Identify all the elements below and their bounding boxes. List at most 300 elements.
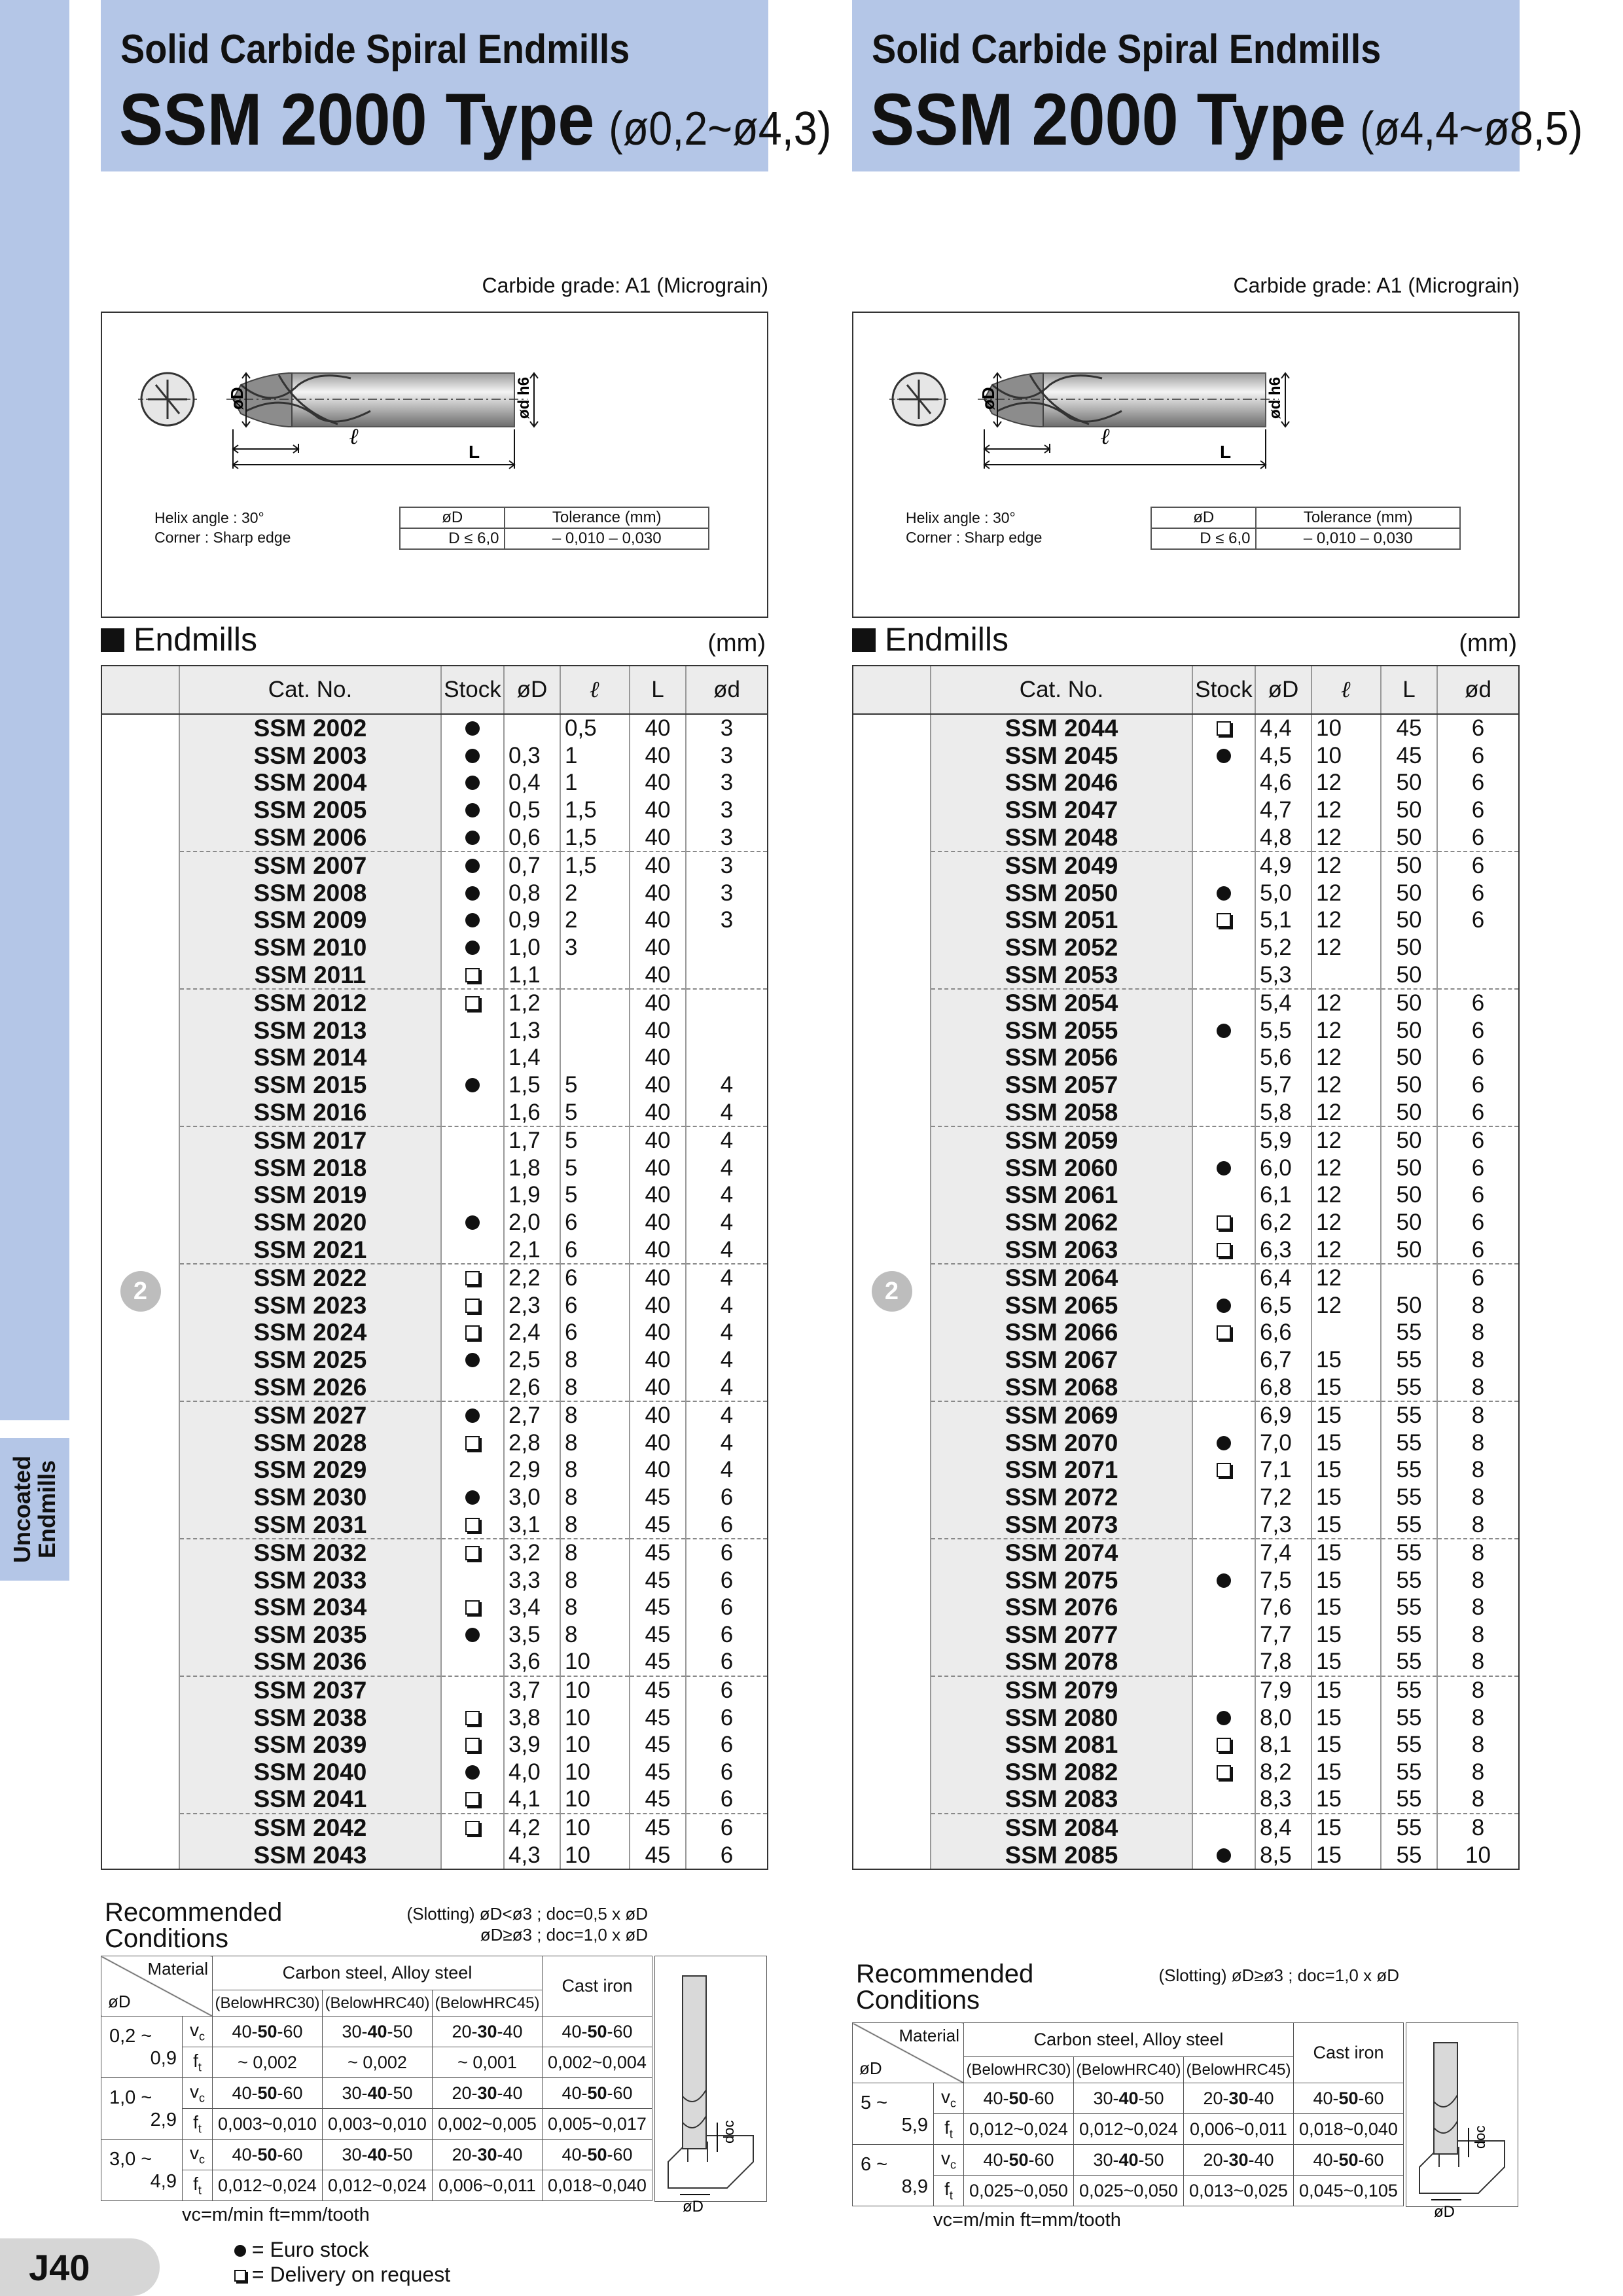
stock-cell (441, 852, 504, 880)
product-table (853, 666, 1518, 1869)
tolerance-header-row (1151, 507, 1460, 528)
value-cell: 5 (560, 1098, 630, 1126)
vc-low: 40- (232, 2021, 258, 2041)
value-cell: 0,5 (504, 797, 560, 824)
feed-per-tooth: 0,006~0,011 (1184, 2114, 1294, 2145)
cat-no: SSM 2072 (931, 1484, 1192, 1511)
value-cell: 50 (1381, 1209, 1437, 1236)
tolerance-cond: D ≤ 6,0 (400, 528, 505, 549)
cat-no: SSM 2049 (931, 852, 1192, 880)
value-cell: 8 (1437, 1648, 1518, 1676)
table-row (102, 934, 767, 961)
cat-no: SSM 2040 (179, 1759, 441, 1786)
value-cell: 4,5 (1255, 742, 1311, 770)
value-cell (686, 961, 767, 989)
section-tab-uncoated-endmills[interactable] (0, 1438, 69, 1581)
table-row (853, 714, 1518, 742)
vc-high: -50 (387, 2021, 413, 2041)
value-cell: 6 (686, 1539, 767, 1567)
feed-per-tooth: 0,025~0,050 (964, 2176, 1074, 2206)
stock-cell (1192, 769, 1255, 797)
stock-cell (1192, 742, 1255, 770)
column-header: Stock (1192, 666, 1255, 714)
table-row (853, 797, 1518, 824)
table-row (853, 852, 1518, 880)
table-row (853, 1539, 1518, 1567)
value-cell: 40 (630, 823, 686, 852)
euro-stock-dot-icon (465, 721, 480, 736)
table-row (102, 823, 767, 852)
product-table (102, 666, 767, 1869)
vc-low: 40- (232, 2083, 258, 2103)
table-row (102, 1401, 767, 1429)
tolerance-head-tol: Tolerance (mm) (1256, 507, 1460, 528)
value-cell: 45 (630, 1814, 686, 1842)
value-cell (686, 1017, 767, 1045)
value-cell: 55 (1381, 1841, 1437, 1869)
value-cell: 6,5 (1255, 1291, 1311, 1319)
value-cell: 15 (1311, 1484, 1381, 1511)
value-cell: 4 (686, 1264, 767, 1292)
euro-stock-dot-icon (234, 2245, 246, 2257)
unit-label: (mm) (1459, 630, 1517, 657)
value-cell: 3,3 (504, 1566, 560, 1594)
table-row (102, 1429, 767, 1456)
hardness-subheader: (BelowHRC40) (1074, 2057, 1184, 2083)
value-cell: 6 (686, 1594, 767, 1621)
cat-no: SSM 2032 (179, 1539, 441, 1567)
header-range: (ø4,4~ø8,5) (1360, 103, 1583, 155)
table-row (102, 1648, 767, 1676)
value-cell: 40 (630, 1155, 686, 1182)
value-cell: 6 (1437, 797, 1518, 824)
material-label: Material (899, 2026, 959, 2045)
table-row (102, 1155, 767, 1182)
stock-cell (441, 1731, 504, 1759)
cutting-speed (1184, 2145, 1294, 2176)
vc-high: -50 (387, 2144, 413, 2164)
euro-stock-dot-icon (1217, 1436, 1231, 1450)
value-cell: 50 (1381, 1098, 1437, 1126)
value-cell: 8 (1437, 1401, 1518, 1429)
value-cell: 55 (1381, 1731, 1437, 1759)
delivery-box-icon (1217, 1765, 1231, 1780)
value-cell: 40 (630, 1429, 686, 1456)
header-group-cell (853, 666, 931, 714)
vc-high: -40 (497, 2144, 523, 2164)
stock-cell (441, 1209, 504, 1236)
value-cell: 45 (630, 1511, 686, 1539)
cat-no: SSM 2026 (179, 1373, 441, 1401)
value-cell: 3,5 (504, 1621, 560, 1649)
stock-cell (441, 1814, 504, 1842)
value-cell: 3 (686, 880, 767, 907)
value-cell: 6,2 (1255, 1209, 1311, 1236)
endmills-heading: Endmills (885, 621, 1008, 658)
table-row (102, 1676, 767, 1704)
value-cell: 0,3 (504, 742, 560, 770)
value-cell: 55 (1381, 1373, 1437, 1401)
value-cell: 6 (686, 1566, 767, 1594)
value-cell: 50 (1381, 989, 1437, 1017)
delivery-box-icon (1217, 1463, 1231, 1477)
value-cell: 6 (1437, 1071, 1518, 1099)
cut-length-dim-line (984, 444, 1050, 453)
stock-cell (1192, 1209, 1255, 1236)
table-row (102, 1291, 767, 1319)
slotting-diagram-svg (1406, 2023, 1518, 2221)
value-cell: 2,2 (504, 1264, 560, 1292)
value-cell: 10 (560, 1731, 630, 1759)
delivery-box-icon (465, 1792, 480, 1806)
vc-mid: 50 (587, 2021, 607, 2041)
value-cell: 7,0 (1255, 1429, 1311, 1456)
value-cell: 0,6 (504, 823, 560, 852)
column-header: Stock (441, 666, 504, 714)
value-cell: 15 (1311, 1566, 1381, 1594)
value-cell: 50 (1381, 1126, 1437, 1155)
value-cell: 4 (686, 1346, 767, 1374)
value-cell: 6 (1437, 1126, 1518, 1155)
value-cell: 55 (1381, 1484, 1437, 1511)
diameter-range (853, 2083, 934, 2145)
value-cell: 1,5 (560, 797, 630, 824)
stock-cell (1192, 1704, 1255, 1731)
endmills-section-title (101, 620, 257, 658)
delivery-box-icon (465, 1738, 480, 1752)
value-cell: 4,6 (1255, 769, 1311, 797)
vc-mid: 40 (1118, 2088, 1139, 2108)
value-cell: 6 (1437, 1264, 1518, 1292)
value-cell: 4 (686, 1373, 767, 1401)
cat-no: SSM 2028 (179, 1429, 441, 1456)
ft-symbol: $f_t$ (934, 2176, 964, 2206)
cat-no: SSM 2081 (931, 1731, 1192, 1759)
vc-low: 20- (452, 2144, 478, 2164)
value-cell: 8,1 (1255, 1731, 1311, 1759)
table-row (853, 1401, 1518, 1429)
value-cell: 50 (1381, 823, 1437, 852)
endmill-drawing (102, 313, 767, 509)
cutting-speed (213, 2140, 323, 2170)
table-row (102, 906, 767, 934)
conditions-table (101, 1956, 652, 2201)
value-cell: 50 (1381, 880, 1437, 907)
value-cell: 8 (560, 1594, 630, 1621)
value-cell: 3,6 (504, 1648, 560, 1676)
value-cell: 6 (1437, 1236, 1518, 1264)
table-row (853, 1456, 1518, 1484)
vc-mid: 30 (1228, 2088, 1249, 2108)
value-cell: 12 (1311, 989, 1381, 1017)
value-cell: 4 (686, 1401, 767, 1429)
table-row (102, 1484, 767, 1511)
stock-cell (1192, 1126, 1255, 1155)
table-row (102, 1814, 767, 1842)
cutting-speed (433, 2140, 543, 2170)
value-cell (1381, 1264, 1437, 1292)
value-cell: 45 (630, 1621, 686, 1649)
value-cell: 6 (686, 1841, 767, 1869)
ft-symbol: $f_t$ (934, 2114, 964, 2145)
vc-high: -60 (277, 2144, 303, 2164)
carbon-steel-header: Carbon steel, Alloy steel (213, 1956, 543, 1990)
recommended-title (105, 1899, 282, 1952)
table-row (102, 1785, 767, 1814)
ft-row (853, 2114, 1404, 2145)
value-cell: 3 (686, 797, 767, 824)
value-cell: 12 (1311, 906, 1381, 934)
stock-cell (441, 1621, 504, 1649)
vc-low: 40- (232, 2144, 258, 2164)
value-cell: 50 (1381, 1155, 1437, 1182)
cat-no: SSM 2039 (179, 1731, 441, 1759)
value-cell: 50 (1381, 934, 1437, 961)
hardness-subheader: (BelowHRC30) (964, 2057, 1074, 2083)
slotting-diagram-svg (655, 1956, 766, 2215)
table-row (102, 769, 767, 797)
vc-mid: 50 (587, 2083, 607, 2103)
value-cell: 6 (1437, 769, 1518, 797)
value-cell: 1,7 (504, 1126, 560, 1155)
cat-no: SSM 2025 (179, 1346, 441, 1374)
table-row (853, 934, 1518, 961)
value-cell: 45 (630, 1594, 686, 1621)
cat-no: SSM 2079 (931, 1676, 1192, 1704)
value-cell: 40 (630, 1373, 686, 1401)
value-cell: 5,0 (1255, 880, 1311, 907)
value-cell: 3 (686, 714, 767, 742)
conditions-table (852, 2022, 1404, 2206)
delivery-box-icon (465, 1325, 480, 1340)
value-cell: 6 (1437, 714, 1518, 742)
label-diameter: øD (978, 387, 998, 410)
table-row (853, 1264, 1518, 1292)
cat-no: SSM 2035 (179, 1621, 441, 1649)
vc-symbol: $v_c$ (183, 2078, 213, 2109)
value-cell: 8 (560, 1484, 630, 1511)
product-table-frame (852, 665, 1520, 1870)
delivery-box-icon (465, 1600, 480, 1615)
value-cell: 4 (686, 1209, 767, 1236)
value-cell: 15 (1311, 1373, 1381, 1401)
cat-no: SSM 2041 (179, 1785, 441, 1814)
ft-row (853, 2176, 1404, 2206)
slotting-diagram (654, 1956, 767, 2215)
tolerance-row (400, 528, 709, 549)
table-row (102, 961, 767, 989)
cat-no: SSM 2059 (931, 1126, 1192, 1155)
value-cell: 15 (1311, 1346, 1381, 1374)
value-cell: 15 (1311, 1676, 1381, 1704)
corner-type: Corner : Sharp edge (906, 529, 1043, 546)
value-cell: 50 (1381, 1017, 1437, 1045)
cat-no: SSM 2053 (931, 961, 1192, 989)
cat-no: SSM 2013 (179, 1017, 441, 1045)
value-cell: 8 (560, 1401, 630, 1429)
hardness-subheader: (BelowHRC30) (213, 1990, 323, 2017)
stock-cell (1192, 852, 1255, 880)
value-cell: 5,4 (1255, 989, 1311, 1017)
value-cell: 6 (560, 1236, 630, 1264)
table-row (853, 1648, 1518, 1676)
value-cell: 55 (1381, 1346, 1437, 1374)
value-cell: 40 (630, 1264, 686, 1292)
cutting-speed (964, 2145, 1074, 2176)
value-cell: 12 (1311, 880, 1381, 907)
conditions-header-row (853, 2023, 1404, 2057)
value-cell: 55 (1381, 1594, 1437, 1621)
value-cell: 6,4 (1255, 1264, 1311, 1292)
material-label: Material (147, 1959, 208, 1979)
feed-per-tooth: 0,012~0,024 (323, 2170, 433, 2201)
ft-row (101, 2047, 652, 2078)
value-cell: 1,3 (504, 1017, 560, 1045)
value-cell: 4 (686, 1098, 767, 1126)
value-cell: 10 (1311, 714, 1381, 742)
header-title-line (119, 77, 831, 162)
value-cell: 2,8 (504, 1429, 560, 1456)
cat-no: SSM 2006 (179, 823, 441, 852)
stock-cell (441, 1098, 504, 1126)
value-cell: 1 (560, 742, 630, 770)
column-header: ℓ (560, 666, 630, 714)
value-cell: 3 (686, 742, 767, 770)
cat-no: SSM 2029 (179, 1456, 441, 1484)
table-row (102, 1044, 767, 1071)
value-cell: 8,3 (1255, 1785, 1311, 1814)
cut-length-dim-line (233, 444, 298, 453)
value-cell: 50 (1381, 961, 1437, 989)
euro-stock-dot-icon (1217, 1711, 1231, 1725)
slotting-note-line1: (Slotting) øD<ø3 ; doc=0,5 x øD (406, 1904, 648, 1924)
endmills-section-title (852, 620, 1008, 658)
cat-no: SSM 2058 (931, 1098, 1192, 1126)
value-cell: 45 (630, 1759, 686, 1786)
value-cell: 15 (1311, 1704, 1381, 1731)
table-row (853, 1236, 1518, 1264)
cat-no: SSM 2084 (931, 1814, 1192, 1842)
value-cell: 3,8 (504, 1704, 560, 1731)
vc-high: -50 (1138, 2149, 1164, 2170)
cat-no: SSM 2077 (931, 1621, 1192, 1649)
value-cell: 15 (1311, 1429, 1381, 1456)
value-cell: 1,0 (504, 934, 560, 961)
euro-stock-dot-icon (465, 1078, 480, 1092)
euro-stock-dot-icon (465, 1215, 480, 1230)
delivery-box-icon (465, 1436, 480, 1450)
vc-mid: 40 (1118, 2149, 1139, 2170)
vc-high: -60 (607, 2144, 633, 2164)
header-subtitle: Solid Carbide Spiral Endmills (872, 27, 1382, 72)
recommended-title (856, 1961, 1033, 2013)
value-cell: 10 (560, 1841, 630, 1869)
table-row (102, 1373, 767, 1401)
vc-row (101, 2078, 652, 2109)
stock-cell (1192, 1071, 1255, 1099)
value-cell: 3,7 (504, 1676, 560, 1704)
value-cell: 12 (1311, 1291, 1381, 1319)
product-table-frame (101, 665, 768, 1870)
product-header-row (102, 666, 767, 714)
column-header: L (630, 666, 686, 714)
table-row (853, 1511, 1518, 1539)
value-cell: 6 (686, 1511, 767, 1539)
diameter-range (101, 2078, 183, 2140)
delivery-box-icon (465, 1518, 480, 1532)
cat-no: SSM 2022 (179, 1264, 441, 1292)
value-cell: 4 (686, 1429, 767, 1456)
vc-low: 20- (452, 2083, 478, 2103)
table-row (102, 1098, 767, 1126)
table-row (102, 989, 767, 1017)
feed-per-tooth: 0,018~0,040 (543, 2170, 652, 2201)
stock-cell (441, 1044, 504, 1071)
value-cell: 55 (1381, 1429, 1437, 1456)
value-cell: 5,9 (1255, 1126, 1311, 1155)
value-cell: 15 (1311, 1621, 1381, 1649)
vc-row (853, 2083, 1404, 2114)
value-cell: 0,7 (504, 852, 560, 880)
value-cell (560, 1017, 630, 1045)
column-header: øD (504, 666, 560, 714)
value-cell: 6 (1437, 742, 1518, 770)
value-cell: 8 (560, 1539, 630, 1567)
value-cell: 12 (1311, 1098, 1381, 1126)
header-title: SSM 2000 Type (119, 79, 595, 160)
vc-mid: 30 (477, 2083, 497, 2103)
value-cell: 12 (1311, 1017, 1381, 1045)
cutter-body (1434, 2043, 1457, 2154)
value-cell: 50 (1381, 906, 1437, 934)
table-row (102, 1181, 767, 1209)
feed-per-tooth: 0,012~0,024 (213, 2170, 323, 2201)
stock-cell (1192, 1511, 1255, 1539)
value-cell: 6 (1437, 880, 1518, 907)
cat-no: SSM 2060 (931, 1155, 1192, 1182)
column-header: Cat. No. (179, 666, 441, 714)
feed-per-tooth: 0,025~0,050 (1074, 2176, 1184, 2206)
value-cell: 6,0 (1255, 1155, 1311, 1182)
group-badge: 2 (120, 1271, 161, 1312)
vc-low: 40- (1313, 2149, 1339, 2170)
value-cell: 55 (1381, 1814, 1437, 1842)
value-cell: 15 (1311, 1814, 1381, 1842)
stock-cell (1192, 1044, 1255, 1071)
value-cell: 1,4 (504, 1044, 560, 1071)
cat-no: SSM 2051 (931, 906, 1192, 934)
table-row (853, 989, 1518, 1017)
value-cell: 8 (1437, 1291, 1518, 1319)
column-header: Cat. No. (931, 666, 1192, 714)
value-cell: 3 (686, 852, 767, 880)
stock-cell (441, 1071, 504, 1099)
stock-cell (1192, 1429, 1255, 1456)
value-cell: 4 (686, 1181, 767, 1209)
legend-euro-stock (234, 2237, 450, 2262)
hardness-subheader: (BelowHRC45) (433, 1990, 543, 2017)
cat-no: SSM 2044 (931, 714, 1192, 742)
cat-no: SSM 2075 (931, 1566, 1192, 1594)
value-cell: 40 (630, 961, 686, 989)
value-cell: 50 (1381, 797, 1437, 824)
value-cell: 3,2 (504, 1539, 560, 1567)
range-start: 1,0 ~ (109, 2087, 152, 2108)
value-cell: 6 (686, 1814, 767, 1842)
value-cell: 45 (1381, 742, 1437, 770)
value-cell: 8 (560, 1621, 630, 1649)
value-cell: 12 (1311, 852, 1381, 880)
